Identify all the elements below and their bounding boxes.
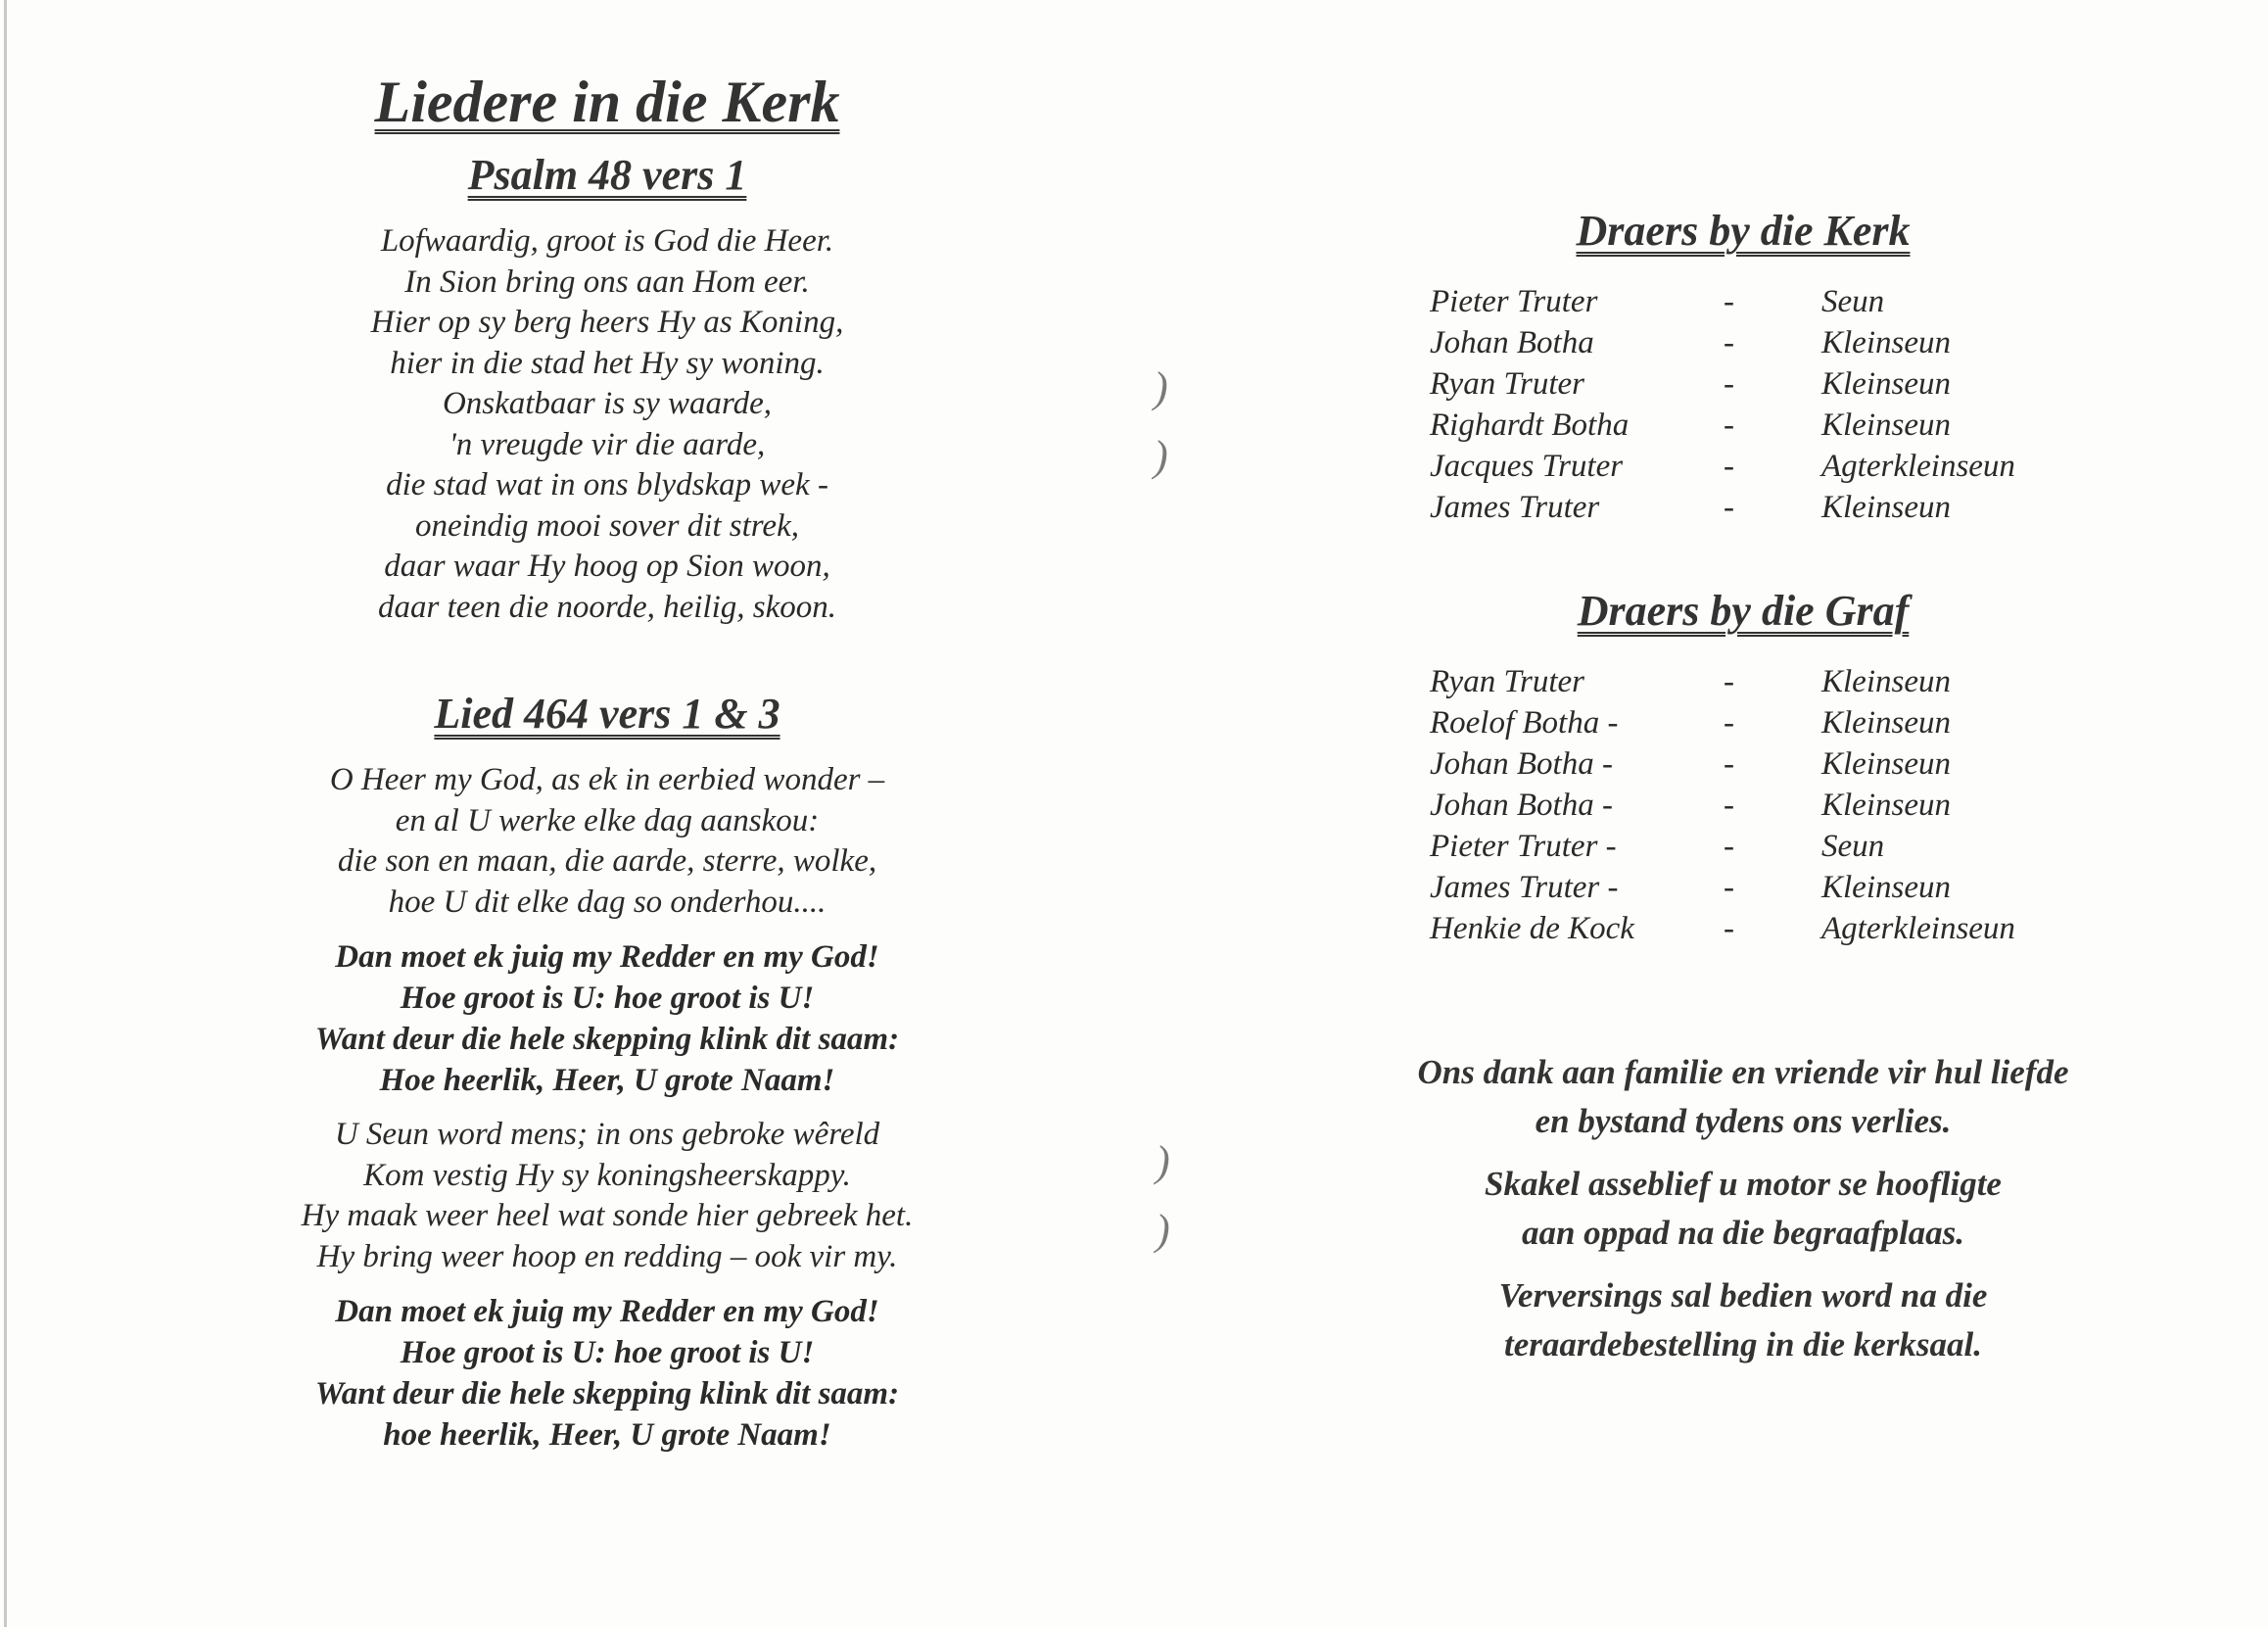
verse-line: die stad wat in ons blydskap wek - (386, 467, 828, 502)
verse-line: Lofwaardig, groot is God die Heer. (380, 223, 834, 259)
pallbearer-name: Roelof Botha - (1430, 705, 1619, 741)
pallbearer-row (1430, 785, 2056, 826)
pallbearer-row (1430, 281, 2056, 322)
note-line: en bystand tydens ons verlies. (1535, 1102, 1952, 1140)
pallbearers-church (1430, 206, 2056, 528)
note-line: aan oppad na die begraafplaas. (1521, 1214, 1965, 1252)
pallbearer-name: Johan Botha (1430, 325, 1594, 360)
note-line: Verversings sal bedien word na die (1498, 1276, 1988, 1315)
closing-notes (1342, 1048, 2145, 1383)
verse-line: daar teen die noorde, heilig, skoon. (377, 589, 837, 625)
note-line: Ons dank aan familie en vriende vir hul liefde (1417, 1053, 2069, 1091)
note-line: Skakel asseblief u motor se hoofligte (1485, 1165, 2002, 1203)
chorus-line: Dan moet ek juig my Redder en my God! (335, 1294, 879, 1329)
refreshments-note (1342, 1271, 2145, 1369)
separator-dash: - (1724, 325, 1734, 360)
pallbearer-row (1430, 908, 2056, 949)
verse-line: hier in die stad het Hy sy woning. (390, 345, 825, 381)
pallbearer-row (1430, 405, 2056, 446)
separator-dash: - (1724, 664, 1734, 699)
relationship: Agterkleinseun (1821, 911, 2015, 946)
verse-line: daar waar Hy hoog op Sion woon, (384, 549, 830, 584)
pallbearer-name: Johan Botha - (1430, 788, 1613, 823)
verse-line: O Heer my God, as ek in eerbied wonder – (329, 762, 885, 797)
separator-dash: - (1724, 829, 1734, 864)
lied-chorus-2 (225, 1291, 989, 1456)
chorus-line: hoe heerlik, Heer, U grote Naam! (383, 1417, 831, 1453)
separator-dash: - (1724, 366, 1734, 402)
separator-dash: - (1724, 449, 1734, 484)
lied-verse-1 (225, 760, 989, 923)
separator-dash: - (1724, 284, 1734, 319)
pallbearer-name: Henkie de Kock (1430, 911, 1634, 946)
verse-line: U Seun word mens; in ons gebroke wêreld (334, 1117, 880, 1152)
pallbearer-row (1430, 363, 2056, 405)
relationship: Kleinseun (1821, 788, 1951, 823)
chorus-line: Want deur die hele skepping klink dit saam: (314, 1022, 900, 1057)
pallbearer-row (1430, 661, 2056, 702)
chorus-line: Want deur die hele skepping klink dit saam: (314, 1376, 900, 1412)
pallbearer-row (1430, 446, 2056, 487)
pallbearer-name: Ryan Truter (1430, 664, 1584, 699)
pallbearer-name: Righardt Botha (1430, 407, 1630, 443)
verse-line: en al U werke elke dag aanskou: (395, 802, 820, 838)
pallbearers-grave (1430, 586, 2056, 949)
separator-dash: - (1724, 746, 1734, 782)
relationship: Seun (1821, 829, 1885, 864)
pallbearer-row (1430, 487, 2056, 528)
relationship: Kleinseun (1821, 407, 1951, 443)
pallbearer-row (1430, 322, 2056, 363)
relationship: Seun (1821, 284, 1885, 319)
separator-dash: - (1724, 490, 1734, 525)
pallbearer-row (1430, 826, 2056, 867)
chorus-line: Dan moet ek juig my Redder en my God! (335, 939, 879, 975)
page-title: Liedere in die Kerk (374, 70, 840, 134)
pallbearer-row (1430, 702, 2056, 743)
hymns-column (225, 69, 989, 1456)
pallbearer-name: Pieter Truter (1430, 284, 1598, 319)
separator-dash: - (1724, 911, 1734, 946)
church-pallbearers-heading: Draers by die Kerk (1576, 207, 1911, 255)
separator-dash: - (1724, 788, 1734, 823)
headlights-note (1342, 1160, 2145, 1258)
fold-mark: ) (1156, 1206, 1170, 1254)
verse-line: Hier op sy berg heers Hy as Koning, (370, 305, 844, 340)
grave-pallbearers-heading: Draers by die Graf (1577, 587, 1910, 635)
chorus-line: Hoe groot is U: hoe groot is U! (400, 1335, 815, 1370)
page-edge (4, 0, 7, 1627)
note-line: teraardebestelling in die kerksaal. (1503, 1325, 1983, 1364)
chorus-line: Hoe heerlik, Heer, U grote Naam! (379, 1063, 835, 1098)
lied-verse-3 (225, 1115, 989, 1277)
fold-mark: ) (1156, 1137, 1170, 1185)
psalm-verse (225, 221, 989, 628)
verse-line: oneindig mooi sover dit strek, (415, 507, 799, 544)
relationship: Kleinseun (1821, 325, 1951, 360)
relationship: Kleinseun (1821, 870, 1951, 905)
pallbearer-name: Pieter Truter - (1430, 829, 1617, 864)
lied-heading: Lied 464 vers 1 & 3 (434, 690, 780, 738)
separator-dash: - (1724, 705, 1734, 741)
verse-line: die son en maan, die aarde, sterre, wolke, (337, 843, 877, 879)
pallbearer-row (1430, 867, 2056, 908)
thanks-note (1342, 1048, 2145, 1146)
psalm-heading: Psalm 48 vers 1 (467, 151, 747, 199)
relationship: Kleinseun (1821, 664, 1951, 699)
separator-dash: - (1724, 870, 1734, 905)
pallbearer-name: Johan Botha - (1430, 746, 1613, 782)
relationship: Agterkleinseun (1821, 449, 2015, 484)
verse-line: Onskatbaar is sy waarde, (442, 386, 773, 421)
verse-line: Kom vestig Hy sy koningsheerskappy. (363, 1157, 851, 1193)
verse-line: hoe U dit elke dag so onderhou.... (388, 884, 827, 920)
pallbearer-name: Jacques Truter (1430, 449, 1624, 484)
verse-line: In Sion bring ons aan Hom eer. (404, 263, 810, 300)
fold-mark: ) (1154, 363, 1168, 411)
verse-line: Hy bring weer hoop en redding – ook vir my. (316, 1238, 898, 1274)
relationship: Kleinseun (1821, 705, 1951, 741)
relationship: Kleinseun (1821, 746, 1951, 782)
relationship: Kleinseun (1821, 366, 1951, 402)
pallbearer-row (1430, 743, 2056, 785)
lied-chorus-1 (225, 936, 989, 1101)
pallbearer-name: Ryan Truter (1430, 366, 1584, 402)
chorus-line: Hoe groot is U: hoe groot is U! (400, 981, 815, 1016)
pallbearer-name: James Truter (1430, 490, 1600, 525)
fold-mark: ) (1154, 432, 1168, 480)
verse-line: Hy maak weer heel wat sonde hier gebreek het. (301, 1198, 914, 1233)
separator-dash: - (1724, 407, 1734, 443)
relationship: Kleinseun (1821, 490, 1951, 525)
verse-line: 'n vreugde vir die aarde, (449, 426, 766, 462)
pallbearer-name: James Truter - (1430, 870, 1619, 905)
